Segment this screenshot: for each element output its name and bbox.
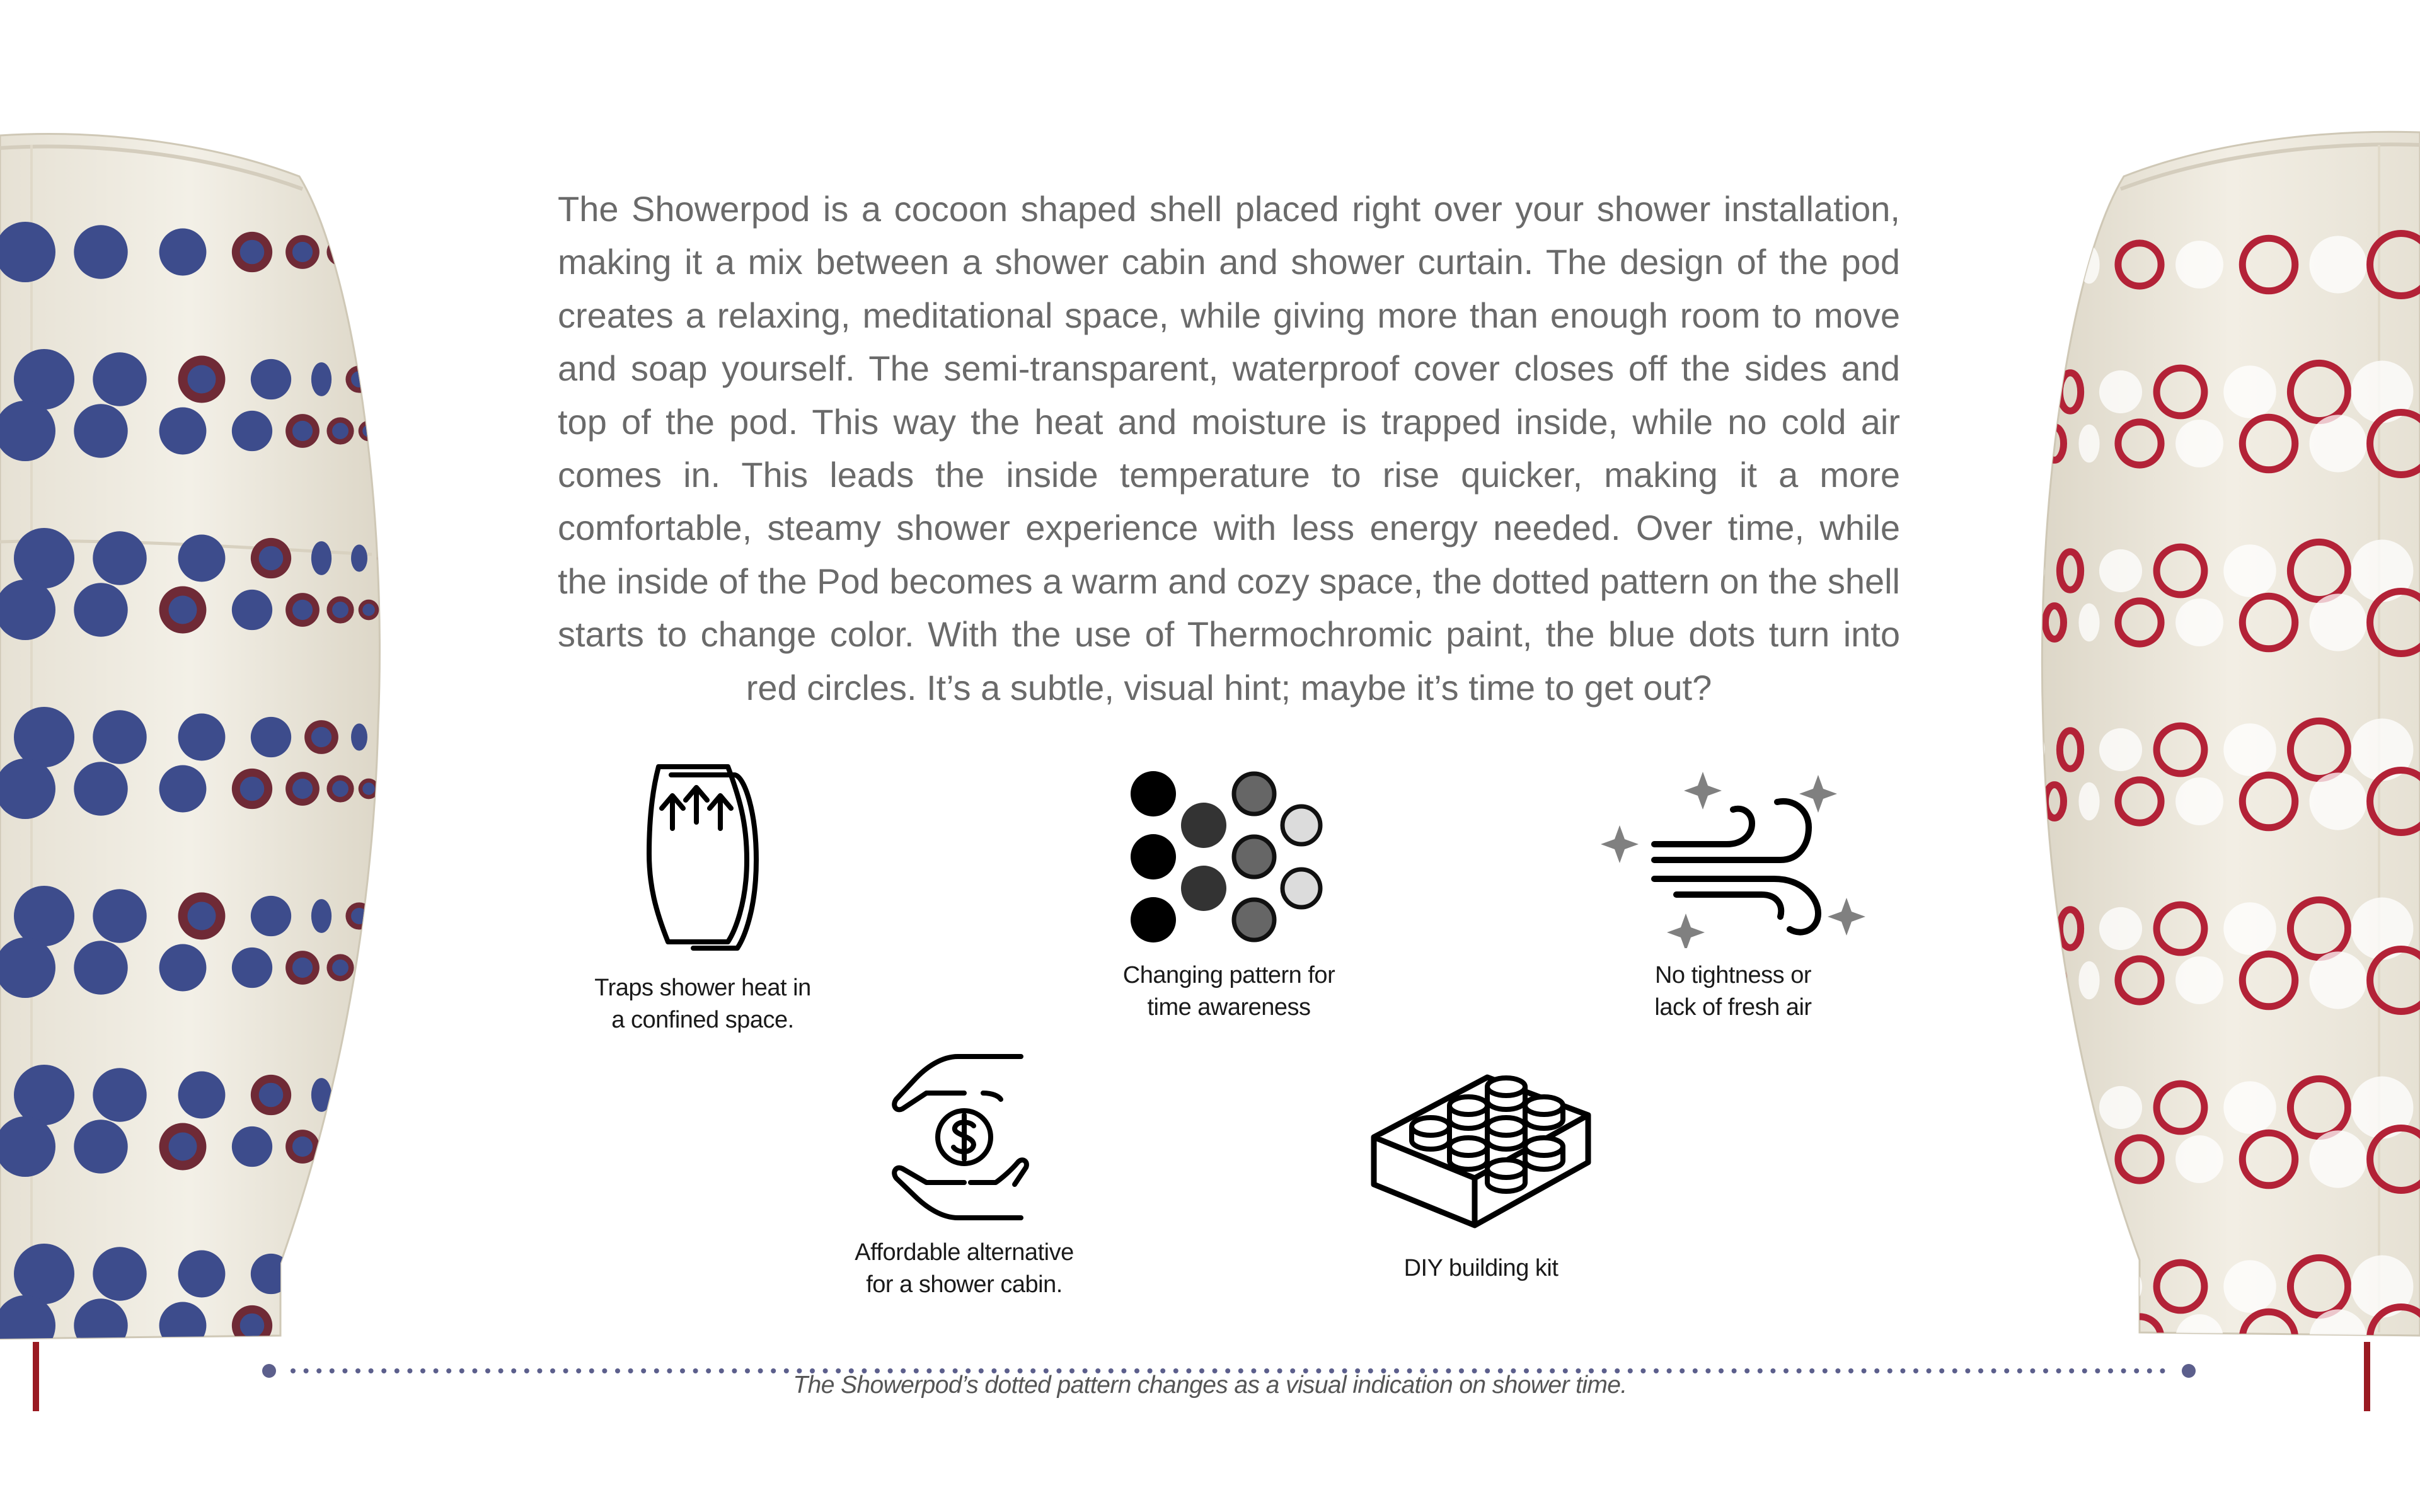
wind-sparkle-icon: [1601, 772, 1865, 948]
hands-coin-icon: [889, 1049, 1040, 1225]
feature-afford-label: Affordable alternative for a shower cabin.: [855, 1239, 1074, 1298]
building-brick-icon: [1361, 1052, 1601, 1241]
dot-pattern-icon: [1128, 765, 1330, 948]
feature-air-label: No tightness or lack of fresh air: [1654, 962, 1812, 1021]
feature-diy-kit: [1323, 1052, 1639, 1285]
feature-fresh-air: [1576, 772, 1891, 1024]
showerpod-description: The Showerpod is a cocoon shaped shell placed right over your shower installation, making it a mix between a shower cabin and shower curtain. The design of the pod creates a relaxing, meditational space, while giving more than enough room to move and soap yourself. The semi-transparent, waterproof cover closes off the sides and top of the pod. This way the heat and moisture is trapped inside, while no cold air comes in. This leads the inside temperature to rise quicker, making it a more comfortable, steamy shower experience with less energy needed. Over time, while the inside of the Pod becomes a warm and cozy space, the dotted pattern on the shell starts to change color. With the use of Thermochromic paint, the blue dots turn into red circles. It’s a subtle, visual hint; maybe it’s time to get out?: [558, 189, 1900, 707]
feature-changing-pattern: [1071, 765, 1386, 1024]
feature-diy-label: DIY building kit: [1403, 1255, 1559, 1281]
showerpod-red-rings-image: [2029, 0, 2420, 1512]
showerpod-blue-dots-image: [0, 0, 391, 1512]
caption: The Showerpod’s dotted pattern changes as a visual indication on shower time.: [793, 1372, 1627, 1399]
feature-heat-label: Traps shower heat in a confined space.: [594, 975, 811, 1033]
feature-pattern-label: Changing pattern for time awareness: [1122, 962, 1335, 1021]
pod-arrows-icon: [633, 759, 772, 961]
feature-heat-trap: [542, 759, 863, 1036]
feature-affordable: [807, 1049, 1122, 1301]
